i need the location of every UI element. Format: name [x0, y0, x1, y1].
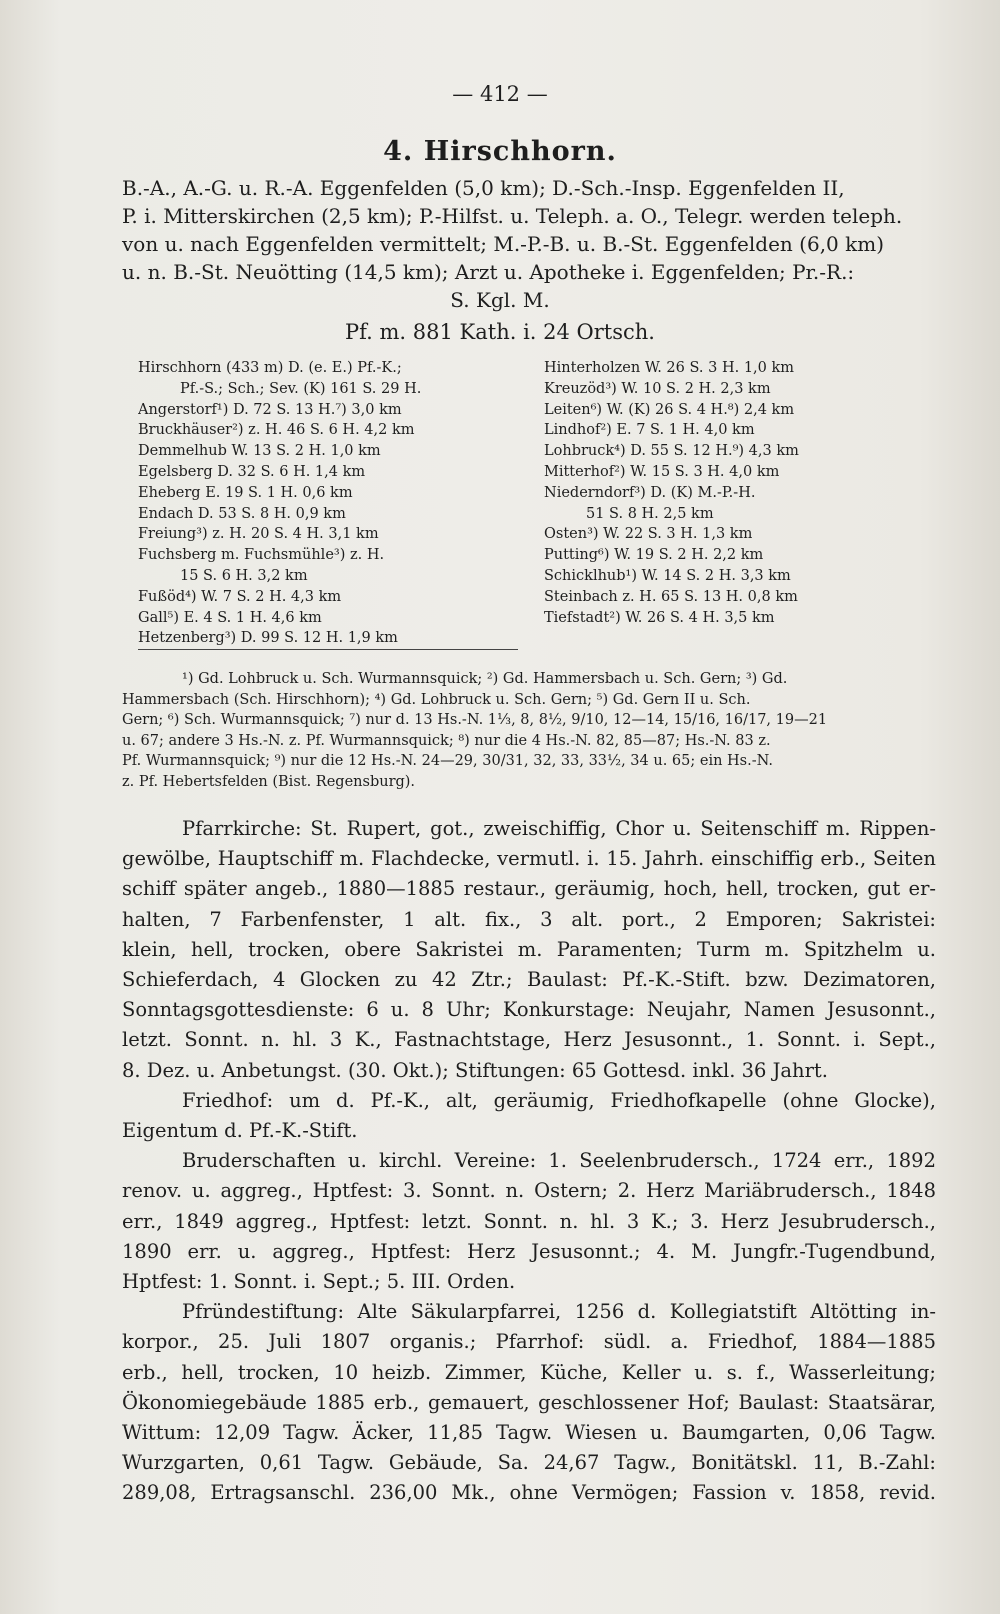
- body-line: 8. Dez. u. Anbetungst. (30. Okt.); Stiftungen: 65 Gottesd. inkl. 36 Jahrt.: [122, 1058, 828, 1082]
- body-line: Schieferdach, 4 Glocken zu 42 Ztr.; Baulast: Pf.-K.-Stift. bzw. Dezimatoren,: [122, 968, 936, 992]
- footnote-line: Hammersbach (Sch. Hirschhorn); ⁴) Gd. Lohbruck u. Sch. Gern; ⁵) Gd. Gern II u. Sch.: [122, 691, 751, 708]
- body-line: Ökonomiegebäude 1885 erb., gemauert, geschlossener Hof; Baulast: Staatsärar,: [122, 1390, 936, 1414]
- places-column-left: [138, 358, 530, 650]
- header-line: B.-A., A.-G. u. R.-A. Eggenfelden (5,0 km); D.-Sch.-Insp. Eggenfelden II,: [122, 176, 845, 200]
- header-line: von u. nach Eggenfelden vermittelt; M.-P.-B. u. B.-St. Eggenfelden (6,0 km): [122, 232, 885, 256]
- place-entry: Osten³) W. 22 S. 3 H. 1,3 km: [544, 526, 753, 543]
- parish-summary: Pf. m. 881 Kath. i. 24 Ortsch.: [345, 320, 655, 344]
- body-line: Hptfest: 1. Sonnt. i. Sept.; 5. III. Orden.: [122, 1270, 516, 1294]
- footnote-line: u. 67; andere 3 Hs.-N. z. Pf. Wurmannsquick; ⁸) nur die 4 Hs.-N. 82, 85—87; Hs.-N. 83 z.: [122, 732, 771, 749]
- place-entry: 15 S. 6 H. 3,2 km: [180, 567, 308, 584]
- place-entry: Mitterhof²) W. 15 S. 3 H. 4,0 km: [544, 463, 780, 480]
- place-entry: Lohbruck⁴) D. 55 S. 12 H.⁹) 4,3 km: [544, 443, 799, 460]
- section-title: 4. Hirschhorn.: [383, 136, 617, 167]
- page-number: — 412 —: [452, 82, 548, 106]
- place-entry: Lindhof²) E. 7 S. 1 H. 4,0 km: [544, 422, 755, 439]
- place-entry: Fußöd⁴) W. 7 S. 2 H. 4,3 km: [138, 588, 342, 605]
- footnotes: [122, 669, 934, 792]
- place-entry: Leiten⁶) W. (K) 26 S. 4 H.⁸) 2,4 km: [544, 401, 795, 418]
- body-line: err., 1849 aggreg., Hptfest: letzt. Sonnt. n. hl. 3 K.; 3. Herz Jesubrudersch.,: [122, 1209, 936, 1233]
- body-line: Wurzgarten, 0,61 Tagw. Gebäude, Sa. 24,67 Tagw., Bonitätskl. 11, B.-Zahl:: [122, 1451, 936, 1475]
- place-entry: Demmelhub W. 13 S. 2 H. 1,0 km: [138, 443, 381, 460]
- footnote-line: z. Pf. Hebertsfelden (Bist. Regensburg).: [122, 773, 416, 790]
- places-column-right: [544, 358, 936, 628]
- body-line: gewölbe, Hauptschiff m. Flachdecke, vermutl. i. 15. Jahrh. einschiffig erb., Seiten: [122, 847, 936, 871]
- body-line: renov. u. aggreg., Hptfest: 3. Sonnt. n. Ostern; 2. Herz Mariäbrudersch., 1848: [122, 1179, 936, 1203]
- body-line: Eigentum d. Pf.-K.-Stift.: [122, 1119, 358, 1143]
- body-line: Wittum: 12,09 Tagw. Äcker, 11,85 Tagw. Wiesen u. Baumgarten, 0,06 Tagw.: [122, 1421, 936, 1445]
- place-entry: Pf.-S.; Sch.; Sev. (K) 161 S. 29 H.: [180, 380, 422, 397]
- body-line: klein, hell, trocken, obere Sakristei m. Paramenten; Turm m. Spitzhelm u.: [122, 937, 936, 961]
- place-entry: Hetzenberg³) D. 99 S. 12 H. 1,9 km: [138, 628, 518, 650]
- body-line: Sonntagsgottesdienste: 6 u. 8 Uhr; Konkurstage: Neujahr, Namen Jesusonnt.,: [122, 998, 936, 1022]
- place-entry: Endach D. 53 S. 8 H. 0,9 km: [138, 505, 346, 522]
- body-line: letzt. Sonnt. n. hl. 3 K., Fastnachtstage, Herz Jesusonnt., 1. Sonnt. i. Sept.,: [122, 1028, 936, 1052]
- body-line: schiff später angeb., 1880—1885 restaur., geräumig, hoch, hell, trocken, gut er-: [122, 877, 936, 901]
- place-entry: Hirschhorn (433 m) D. (e. E.) Pf.-K.;: [138, 360, 402, 376]
- place-entry: Kreuzöd³) W. 10 S. 2 H. 2,3 km: [544, 380, 771, 397]
- place-entry: Putting⁶) W. 19 S. 2 H. 2,2 km: [544, 547, 764, 564]
- paragraph-friedhof: Friedhof: um d. Pf.-K., alt, geräumig, Friedhofkapelle (ohne Glocke),: [182, 1088, 936, 1112]
- footnote-line: Pf. Wurmannsquick; ⁹) nur die 12 Hs.-N. 24—29, 30/31, 32, 33, 33½, 34 u. 65; ein Hs.-N.: [122, 753, 773, 769]
- place-entry: Schicklhub¹) W. 14 S. 2 H. 3,3 km: [544, 567, 791, 584]
- place-entry: Hinterholzen W. 26 S. 3 H. 1,0 km: [544, 360, 795, 376]
- footnote-line: Gern; ⁶) Sch. Wurmannsquick; ⁷) nur d. 13 Hs.-N. 1⅓, 8, 8½, 9/10, 12—14, 15/16, 16/17, 19—21: [122, 712, 828, 728]
- place-entry: Steinbach z. H. 65 S. 13 H. 0,8 km: [544, 588, 798, 605]
- body-line: korpor., 25. Juli 1807 organis.; Pfarrhof: südl. a. Friedhof, 1884—1885: [122, 1330, 936, 1354]
- body-line: halten, 7 Farbenfenster, 1 alt. fix., 3 alt. port., 2 Emporen; Sakristei:: [122, 907, 936, 931]
- paragraph-pfruendestiftung: Pfründestiftung: Alte Säkularpfarrei, 1256 d. Kollegiatstift Altötting in-: [182, 1300, 936, 1324]
- body-line: 289,08, Ertragsanschl. 236,00 Mk., ohne Vermögen; Fassion v. 1858, revid.: [122, 1481, 936, 1505]
- header-line: u. n. B.-St. Neuötting (14,5 km); Arzt u. Apotheke i. Eggenfelden; Pr.-R.:: [122, 260, 855, 284]
- place-entry: Tiefstadt²) W. 26 S. 4 H. 3,5 km: [544, 609, 775, 626]
- place-entry: Angerstorf¹) D. 72 S. 13 H.⁷) 3,0 km: [138, 401, 402, 418]
- place-entry: Bruckhäuser²) z. H. 46 S. 6 H. 4,2 km: [138, 422, 415, 439]
- body-line: erb., hell, trocken, 10 heizb. Zimmer, Küche, Keller u. s. f., Wasserleitung;: [122, 1360, 936, 1384]
- place-entry: Eheberg E. 19 S. 1 H. 0,6 km: [138, 484, 353, 501]
- place-entry: Niederndorf³) D. (K) M.-P.-H.: [544, 484, 756, 501]
- place-entry: 51 S. 8 H. 2,5 km: [586, 505, 714, 522]
- place-entry: Gall⁵) E. 4 S. 1 H. 4,6 km: [138, 609, 322, 626]
- paragraph-pfarrkirche: Pfarrkirche: St. Rupert, got., zweischiffig, Chor u. Seitenschiff m. Rippen-: [182, 817, 936, 840]
- body-line: 1890 err. u. aggreg., Hptfest: Herz Jesusonnt.; 4. M. Jungfr.-Tugendbund,: [122, 1239, 936, 1263]
- header-line: P. i. Mitterskirchen (2,5 km); P.-Hilfst. u. Teleph. a. O., Telegr. werden teleph.: [122, 204, 903, 228]
- header-line: S. Kgl. M.: [450, 288, 550, 312]
- place-entry: Fuchsberg m. Fuchsmühle³) z. H.: [138, 547, 385, 564]
- footnote-line: ¹) Gd. Lohbruck u. Sch. Wurmannsquick; ²) Gd. Hammersbach u. Sch. Gern; ³) Gd.: [182, 671, 788, 687]
- paragraph-bruderschaften: Bruderschaften u. kirchl. Vereine: 1. Seelenbrudersch., 1724 err., 1892: [182, 1149, 936, 1173]
- body-text: [122, 814, 936, 1509]
- place-entry: Freiung³) z. H. 20 S. 4 H. 3,1 km: [138, 526, 379, 543]
- place-entry: Egelsberg D. 32 S. 6 H. 1,4 km: [138, 463, 366, 480]
